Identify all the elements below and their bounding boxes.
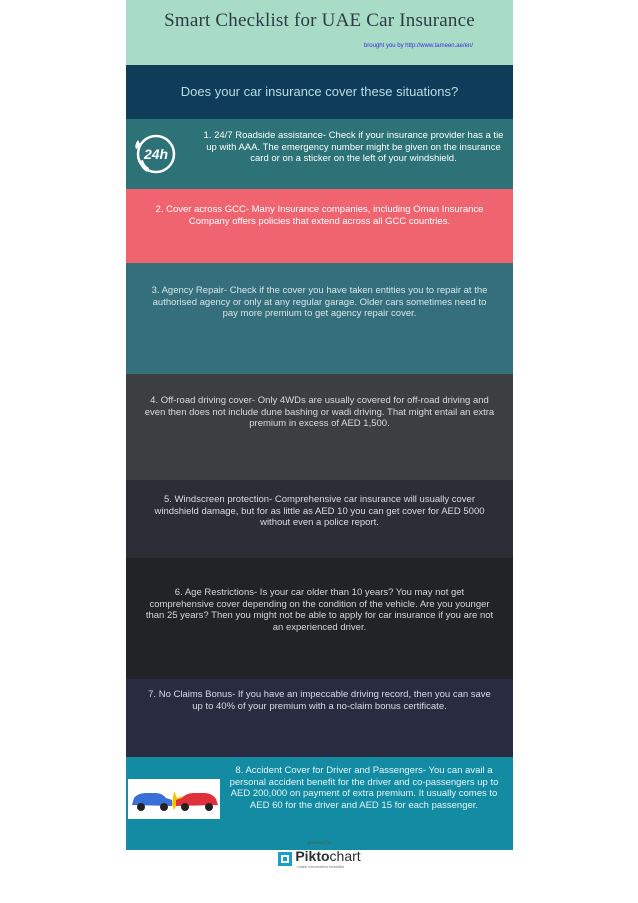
infographic: [126, 0, 513, 869]
checklist-item-no-claims-bonus: [126, 679, 513, 757]
checklist-item-text: 1. 24/7 Roadside assistance- Check if your insurance provider has a tie up with AAA. The emergency number might be given on the insurance card or on a sticker on the left of your windshield.: [203, 130, 504, 164]
checklist-item-text: 7. No Claims Bonus- If you have an impeccable driving record, then you can save up to 40% of your premium with a no-claim bonus certificate.: [148, 689, 491, 712]
piktochart-wordmark: [295, 848, 360, 864]
piktochart-logo[interactable]: [278, 848, 360, 869]
checklist-item-off-road: [126, 374, 513, 480]
brand-part-a: Pikto: [295, 848, 330, 864]
brand-part-b: chart: [329, 848, 361, 864]
source-credit-link[interactable]: brought you by http://www.tameen.ae/en/: [363, 43, 473, 49]
checklist-item-text: 2. Cover across GCC- Many Insurance companies, including Oman Insurance Company offers policies that extend across all GCC countries.: [155, 204, 484, 227]
piktochart-square-icon: [278, 852, 292, 866]
checklist-item-text: 8. Accident Cover for Driver and Passengers- You can avail a personal accident benefit for the driver and co-passengers up to AED 200,000 on payment of extra premium. It usually comes to AED 60 for the driver and AED 15 for each passenger.: [229, 765, 499, 811]
checklist-item-text: 4. Off-road driving cover- Only 4WDs are usually covered for off-road driving and even then does not include dune bashing or wadi driving. That might entail an extra premium in excess of AED 1,500.: [144, 395, 495, 429]
piktochart-tagline: make information beautiful: [297, 864, 345, 869]
header-banner: [126, 0, 513, 65]
checklist-item-gcc-cover: [126, 189, 513, 263]
24h-phone-icon: [132, 131, 180, 177]
car-collision-icon: [128, 779, 220, 819]
checklist-item-roadside-assistance: [126, 119, 513, 189]
checklist-item-text: 5. Windscreen protection- Comprehensive car insurance will usually cover windshield damage, but for as little as AED 10 you can get cover for AED 5000 without even a police report.: [154, 494, 485, 528]
checklist-item-text: 3. Agency Repair- Check if the cover you have taken entities you to repair at the authorised agency or only at any regular garage. Older cars sometimes need to pay more premium to get agency repair cover.: [151, 285, 488, 319]
checklist-item-age-restrictions: [126, 558, 513, 679]
checklist-item-windscreen: [126, 480, 513, 558]
checklist-item-accident-cover: [126, 757, 513, 850]
powered-by-label: powered by: [307, 840, 332, 845]
page-title: Smart Checklist for UAE Car Insurance: [164, 10, 475, 31]
checklist-item-text: 6. Age Restrictions- Is your car older than 10 years? You may not get comprehensive cover depending on the condition of the vehicle. Are you younger than 25 years? Then you might not be able to apply for car insurance if you are not an experienced driver.: [145, 587, 494, 633]
checklist-item-agency-repair: [126, 263, 513, 374]
24h-icon-label: 24h: [143, 146, 169, 162]
question-banner: Does your car insurance cover these situations?: [126, 65, 513, 119]
footer: [126, 840, 513, 880]
